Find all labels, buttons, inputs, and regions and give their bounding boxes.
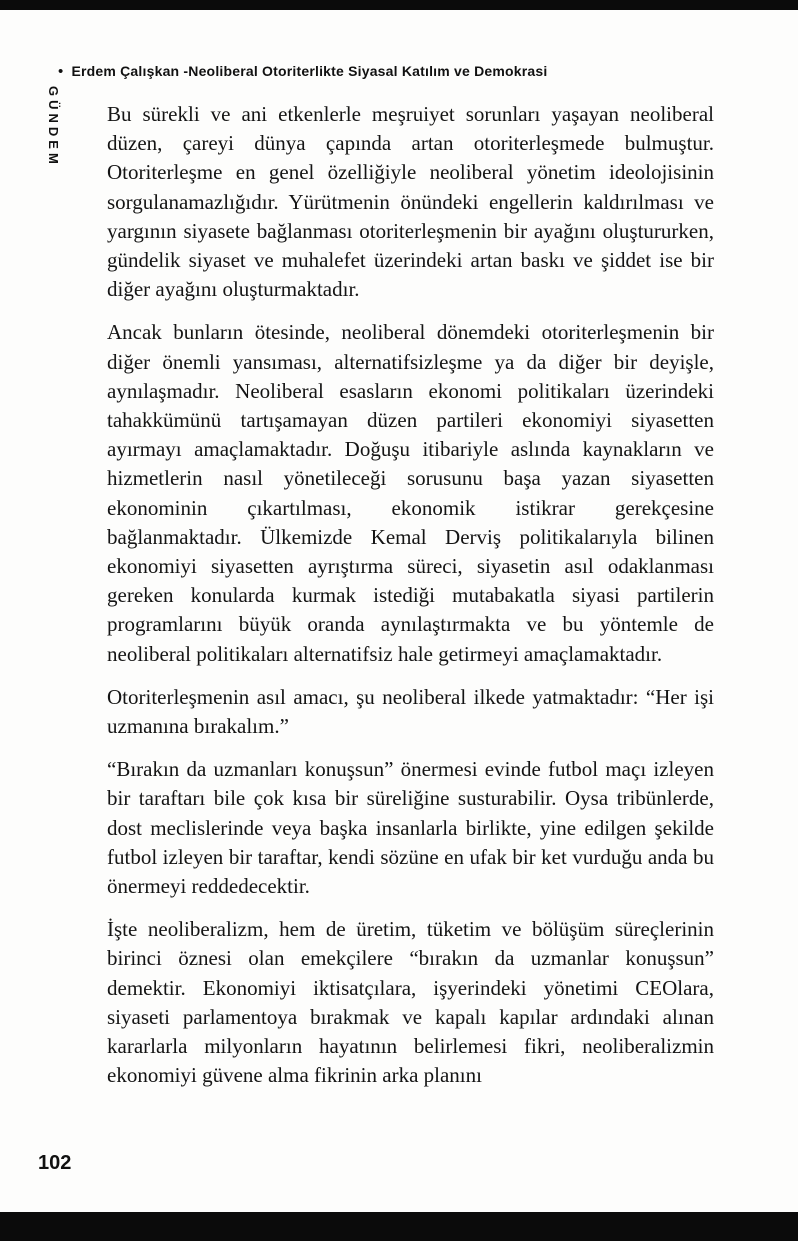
paragraph: İşte neoliberalizm, hem de üretim, tüketim ve bölüşüm süreçlerinin birinci öznesi olan emekçilere “bırakın da uzmanlar konuşsun” demektir. Ekonomiyi iktisatçılara, işyerindeki yönetimi CEOlara, siyaseti parlamentoya bırakmak ve kapalı kapılar ardındaki alınan kararlarla milyonların hayatının belirlemesi fikri, neoliberalizmin ekonomiyi güvene alma fikrinin arka planını	[107, 917, 714, 1088]
header-author-name: Erdem Çalışkan -	[71, 63, 189, 79]
top-black-bar	[0, 0, 798, 10]
header-bullet: •	[58, 62, 64, 80]
page-number: 102	[38, 1152, 72, 1174]
paragraph: Otoriterleşmenin asıl amacı, şu neoliberal ilkede yatmaktadır: “Her işi uzmanına bırakalım.”	[107, 684, 714, 739]
paragraph: Bu sürekli ve ani etkenlerle meşruiyet sorunları yaşayan neoliberal düzen, çareyi dünya çapında artan otoriterleşmede bulmuştur. Otoriterleşme en genel özelliğiyle neoliberal yönetim ideolojisinin sorgulanamazlığıdır. Yürütmenin önündeki engellerin kaldırılması ve yargının siyasete bağlanması otoriterleşmenin bir ayağını oluştururken, gündelik siyaset ve muhalefet üzerindeki artan baskı ve şiddet ise bir diğer ayağını oluşturmaktadır.	[107, 102, 714, 302]
body-text-block	[107, 100, 714, 1105]
section-label-gundem: GÜNDEM	[46, 86, 61, 168]
bottom-black-bar	[0, 1212, 798, 1241]
paragraph: Ancak bunların ötesinde, neoliberal dönemdeki otoriterleşmenin bir diğer önemli yansıması, alternatifsizleşme ya da diğer bir deyişle, aynılaşmadır. Neoliberal esasların ekonomi politikaları üzerindeki tahakkümünü tartışamayan düzen partileri ekonomiyi siyasetten ayırmayı amaçlamaktadır. Doğuşu itibariyle aslında kaynakların ve hizmetlerin nasıl yönetileceği sorusunu başa yazan siyasetten ekonominin çıkartılması, ekonomik istikrar gerekçesine bağlanmaktadır. Ülkemizde Kemal Derviş politikalarıyla bilinen ekonomiyi siyasetten ayrıştırma süreci, siyasetin asıl odaklanması gereken konularda kurmak istediği mutabakatla siyasi partilerin programlarını büyük oranda aynılaştırmakta ve bu yöntemle de neoliberal politikaları alternatifsiz hale getirmeyi amaçlamaktadır.	[107, 320, 714, 666]
running-header	[58, 63, 738, 79]
header-book-title: Neoliberal Otoriterlikte Siyasal Katılım ve Demokrasi	[188, 63, 548, 79]
paragraph: “Bırakın da uzmanları konuşsun” önermesi evinde futbol maçı izleyen bir taraftarı bile çok kısa bir süreliğine susturabilir. Oysa tribünlerde, dost meclislerinde veya başka insanlarla birlikte, yine edilgen şekilde futbol izleyen bir taraftar, kendi sözüne en ufak bir ket vurduğu anda bu önermeyi reddedecektir.	[107, 757, 714, 899]
